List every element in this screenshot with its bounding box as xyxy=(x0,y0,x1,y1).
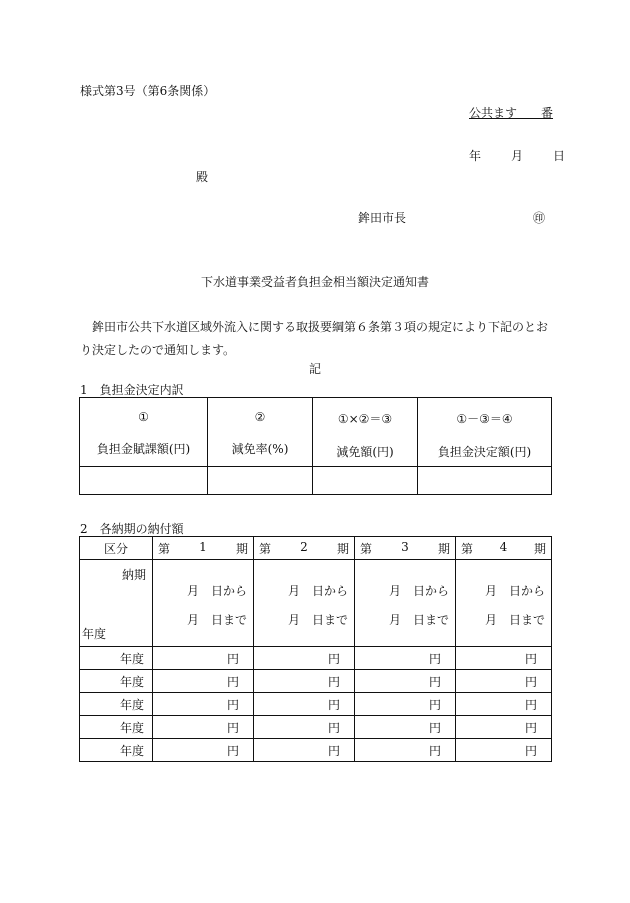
amount-cell: 円 xyxy=(153,716,254,739)
burden-breakdown-table xyxy=(79,397,552,495)
section1-heading: 1 負担金決定内訳 xyxy=(80,383,184,397)
amount-cell: 円 xyxy=(153,670,254,693)
value-cell xyxy=(208,467,313,495)
period-suffix: 期 xyxy=(533,541,546,556)
col-symbol: ① xyxy=(138,410,149,424)
period-suffix: 期 xyxy=(235,541,248,556)
col-symbol: ①×②＝③ xyxy=(337,412,393,426)
section2-heading: 2 各納期の納付額 xyxy=(80,522,184,536)
amount-cell: 円 xyxy=(254,647,355,670)
year-cell: 年度 xyxy=(80,739,153,762)
col-label: 減免率(%) xyxy=(231,442,289,456)
col-burden-decided xyxy=(418,398,552,467)
due-dates-cell xyxy=(456,560,552,647)
table-row xyxy=(80,647,552,670)
amount-cell: 円 xyxy=(355,739,456,762)
amount-cell: 円 xyxy=(456,739,552,762)
due-from: 月 日から xyxy=(287,584,348,598)
period-prefix: 第 xyxy=(259,541,272,556)
document-title: 下水道事業受益者負担金相当額決定通知書 xyxy=(200,275,429,289)
form-number: 様式第3号（第6条関係） xyxy=(80,84,216,98)
table-row xyxy=(80,739,552,762)
due-from: 月 日から xyxy=(186,584,247,598)
addressee: 殿 xyxy=(196,170,209,184)
table-row xyxy=(80,693,552,716)
period-number: 3 xyxy=(401,539,409,554)
col-symbol: ①－③＝④ xyxy=(456,412,513,426)
kubun-header: 区分 xyxy=(80,537,153,560)
issuer: 鉾田市長 xyxy=(358,211,407,225)
year-cell: 年度 xyxy=(80,693,153,716)
year-cell: 年度 xyxy=(80,670,153,693)
due-dates-cell xyxy=(153,560,254,647)
due-from: 月 日から xyxy=(484,584,545,598)
amount-cell: 円 xyxy=(355,693,456,716)
due-dates-cell xyxy=(355,560,456,647)
body-text: 鉾田市公共下水道区域外流入に関する取扱要綱第６条第３項の規定により下記のとおり決定したので通知します。 xyxy=(80,320,549,357)
due-to: 月 日まで xyxy=(484,613,545,627)
col-label: 減免額(円) xyxy=(336,445,394,459)
period-suffix: 期 xyxy=(437,541,450,556)
seal-mark: ㊞ xyxy=(533,211,546,225)
value-cell xyxy=(418,467,552,495)
due-to: 月 日まで xyxy=(287,613,348,627)
amount-cell: 円 xyxy=(153,647,254,670)
period-number: 1 xyxy=(199,539,207,554)
period-prefix: 第 xyxy=(461,541,474,556)
nouki-nendo-header xyxy=(80,560,153,647)
due-dates-cell xyxy=(254,560,355,647)
amount-cell: 円 xyxy=(254,670,355,693)
amount-cell: 円 xyxy=(355,670,456,693)
installment-table xyxy=(79,536,552,762)
amount-cell: 円 xyxy=(456,647,552,670)
period-header-4 xyxy=(456,537,552,560)
period-number: 2 xyxy=(300,539,308,554)
year-cell: 年度 xyxy=(80,716,153,739)
period-header-3 xyxy=(355,537,456,560)
due-from: 月 日から xyxy=(388,584,449,598)
nendo-label: 年度 xyxy=(82,627,107,641)
amount-cell: 円 xyxy=(456,716,552,739)
period-header-1 xyxy=(153,537,254,560)
date-month: 月 xyxy=(511,149,524,163)
period-suffix: 期 xyxy=(336,541,349,556)
document-number: 公共ます 番 xyxy=(469,106,554,120)
nouki-label: 納期 xyxy=(121,568,146,582)
amount-cell: 円 xyxy=(153,693,254,716)
period-header-2 xyxy=(254,537,355,560)
col-label: 負担金賦課額(円) xyxy=(96,442,191,456)
col-symbol: ② xyxy=(254,410,266,424)
table-row xyxy=(80,716,552,739)
amount-cell: 円 xyxy=(456,670,552,693)
amount-cell: 円 xyxy=(355,647,456,670)
amount-cell: 円 xyxy=(254,716,355,739)
amount-cell: 円 xyxy=(254,693,355,716)
due-to: 月 日まで xyxy=(186,613,247,627)
col-burden-assessed xyxy=(80,398,208,467)
date-day: 日 xyxy=(553,149,566,163)
period-prefix: 第 xyxy=(360,541,373,556)
value-cell xyxy=(80,467,208,495)
amount-cell: 円 xyxy=(456,693,552,716)
year-cell: 年度 xyxy=(80,647,153,670)
value-cell xyxy=(313,467,418,495)
amount-cell: 円 xyxy=(355,716,456,739)
amount-cell: 円 xyxy=(254,739,355,762)
amount-cell: 円 xyxy=(153,739,254,762)
col-label: 負担金決定額(円) xyxy=(437,445,532,459)
col-reduction-rate xyxy=(208,398,313,467)
period-number: 4 xyxy=(499,539,508,554)
period-prefix: 第 xyxy=(158,541,171,556)
col-reduction-amount xyxy=(313,398,418,467)
date-year: 年 xyxy=(469,149,482,163)
due-to: 月 日まで xyxy=(388,613,449,627)
table-row xyxy=(80,670,552,693)
ki-mark: 記 xyxy=(308,362,321,376)
issue-date xyxy=(469,147,565,164)
